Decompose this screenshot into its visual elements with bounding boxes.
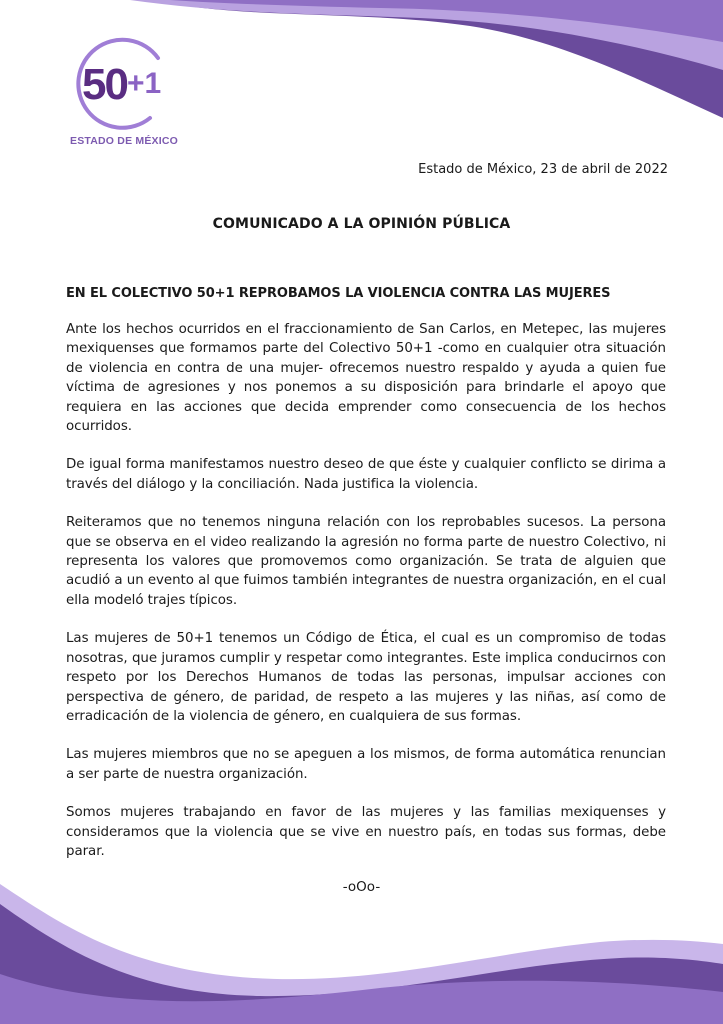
document-title: COMUNICADO A LA OPINIÓN PÚBLICA [212,216,511,232]
paragraph: Las mujeres miembros que no se apeguen a los mismos, de forma automática renuncian a ser parte de nuestra organización. [66,747,666,782]
document-date: Estado de México, 23 de abril de 2022 [418,162,668,177]
logo-plus: +1 [126,67,162,100]
paragraph: Somos mujeres trabajando en favor de las mujeres y las familias mexiquenses y consideramos que la violencia que se vive en nuestro país, en todas sus formas, debe parar. [66,805,666,859]
document-subtitle: EN EL COLECTIVO 50+1 REPROBAMOS LA VIOLENCIA CONTRA LAS MUJERES [66,286,611,301]
paragraph: De igual forma manifestamos nuestro deseo de que éste y cualquier conflicto se dirima a través del diálogo y la conciliación. Nada justifica la violencia. [66,457,666,492]
closing-mark: -oOo- [342,879,381,895]
logo-number: 50+1 [82,60,162,109]
paragraph: Ante los hechos ocurridos en el fraccionamiento de San Carlos, en Metepec, las mujeres mexiquenses que formamos parte del Colectivo 50+1 -como en cualquier otra situación de violencia en contra de una mujer- ofrecemos nuestro respaldo y ayuda a quien fue víctima de agresiones y nos ponemos a su disposición para brindarle el apoyo que requiera en las acciones que decida emprender como consecuencia de los hechos ocurridos. [66,322,666,435]
document-body [66,320,666,880]
bottom-wave-decoration [0,884,723,1024]
paragraph: Reiteramos que no tenemos ninguna relación con los reprobables sucesos. La persona que se observa en el video realizando la agresión no forma parte de nuestro Colectivo, ni representa los valores que promovemos como organización. Se trata de alguien que acudió a un evento al que fuimos también integrantes de nuestra organización, en el cual ella modeló trajes típicos. [66,515,666,608]
logo-subtitle: ESTADO DE MÉXICO [70,135,179,147]
paragraph: Las mujeres de 50+1 tenemos un Código de Ética, el cual es un compromiso de todas nosotras, que juramos cumplir y respetar como integrantes. Este implica conducirnos con respeto por los Derechos Humanos de todas las personas, impulsar acciones con perspectiva de género, de paridad, de respeto a las mujeres y las niñas, así como de erradicación de la violencia de género, en cualquiera de sus formas. [66,631,666,724]
collective-logo [64,34,184,154]
